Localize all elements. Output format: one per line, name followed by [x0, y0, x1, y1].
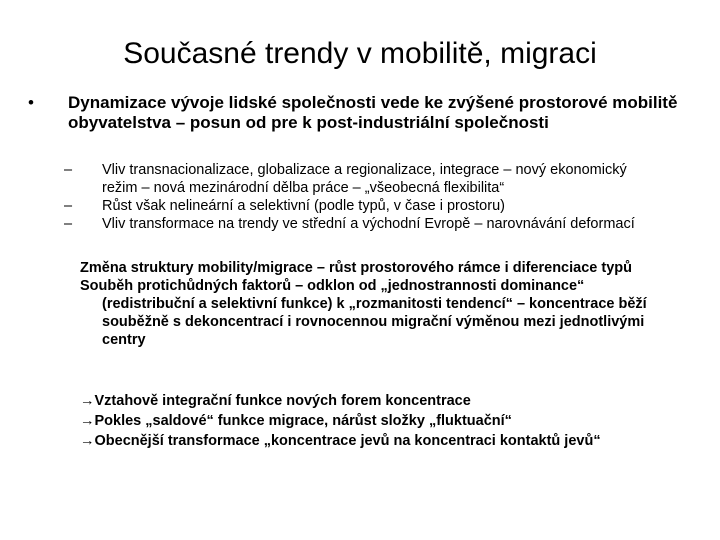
arrow-item: →Obecnější transformace „koncentrace jevů na koncentraci kontaktů jevů“: [80, 433, 601, 449]
dash-marker: –: [64, 198, 73, 214]
main-bullet-text: Dynamizace vývoje lidské společnosti vede ke zvýšené prostorové mobilitě obyvatelstva – posun od pre k post-industriální společnosti: [68, 93, 678, 132]
dash-marker: –: [64, 216, 73, 232]
paragraph-list: [80, 259, 680, 349]
sub-item: [64, 161, 664, 197]
arrow-item-list: [80, 391, 680, 451]
paragraph-opposing-factors: Souběh protichůdných faktorů – odklon od „jednostrannosti dominance“ (redistribuční a selektivní funkce) k „rozmanitosti tendencí“ – koncentrace běží souběžně s dekoncentrací i rovnocennou migrační výměnou mezi jednotlivými centry: [80, 278, 647, 348]
arrow-item: →Pokles „saldové“ funkce migrace, nárůst složky „fluktuační“: [80, 413, 512, 429]
sub-item-list: [64, 161, 664, 233]
sub-item-text: Vliv transnacionalizace, globalizace a regionalizace, integrace – nový ekonomický režim – nová mezinárodní dělba práce – „všeobecná flexibilita“: [102, 162, 627, 196]
main-bullet: [28, 93, 688, 133]
sub-item-text: Vliv transformace na trendy ve střední a východní Evropě – narovnávání deformací: [102, 216, 635, 232]
sub-item: [64, 215, 664, 233]
arrow-item: →Vztahově integrační funkce nových forem koncentrace: [80, 393, 471, 409]
paragraph-structure-change: Změna struktury mobility/migrace – růst prostorového rámce i diferenciace typů: [80, 260, 632, 276]
bullet-marker: •: [28, 93, 34, 112]
dash-marker: –: [64, 162, 73, 178]
slide-title: Současné trendy v mobilitě, migraci: [123, 37, 597, 70]
sub-item: [64, 197, 664, 215]
sub-item-text: Růst však nelineární a selektivní (podle typů, v čase i prostoru): [102, 198, 505, 214]
